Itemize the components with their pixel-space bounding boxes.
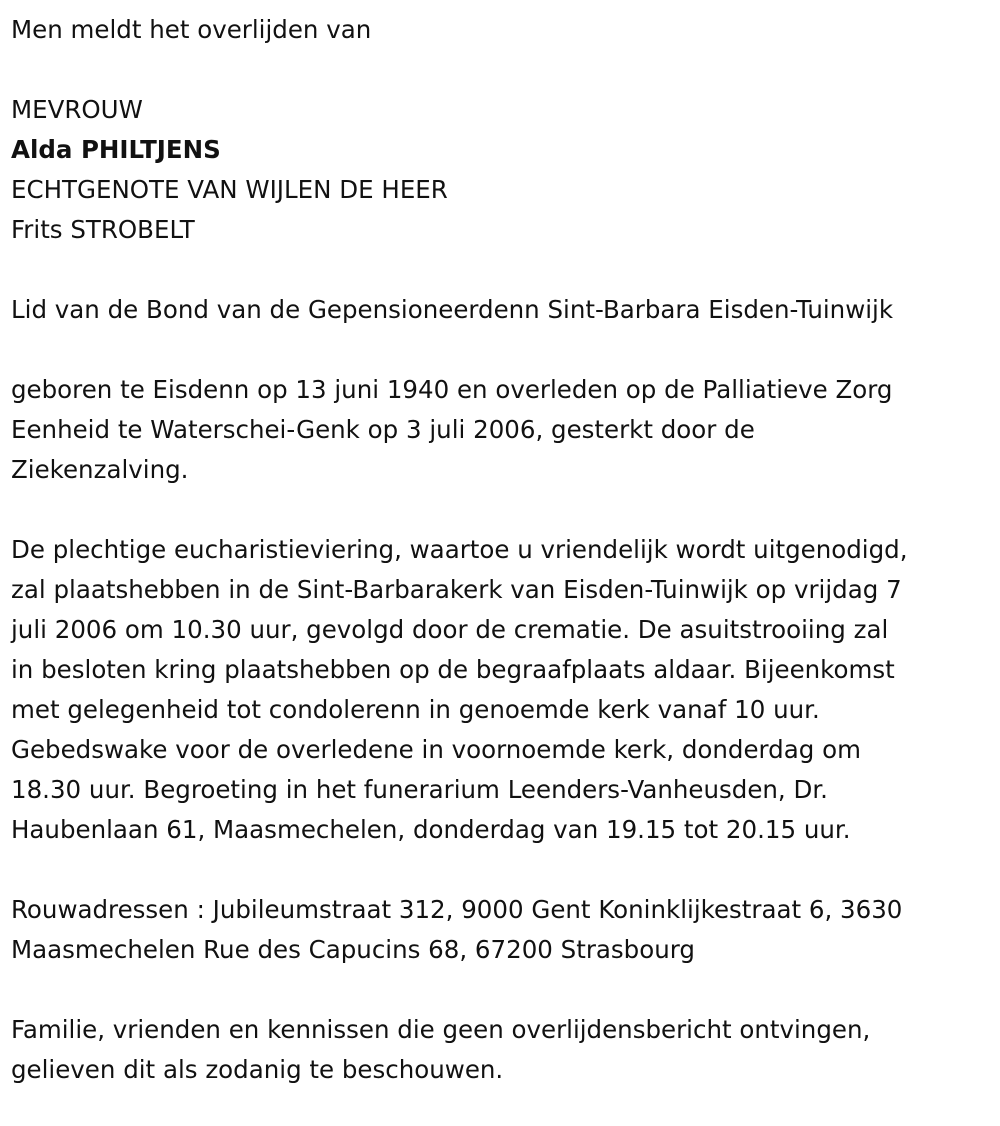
ceremony-line: zal plaatshebben in de Sint-Barbarakerk van Eisden-Tuinwijk op vrijdag 7 <box>11 575 902 604</box>
ceremony-line: met gelegenheid tot condolerenn in genoemde kerk vanaf 10 uur. <box>11 695 820 724</box>
birth-death-line: geboren te Eisdenn op 13 juni 1940 en overleden op de Palliatieve Zorg <box>11 375 893 404</box>
ceremony-line: De plechtige eucharistieviering, waartoe u vriendelijk wordt uitgenodigd, <box>11 535 908 564</box>
birth-death-paragraph <box>11 370 992 490</box>
closing-line: Familie, vrienden en kennissen die geen overlijdensbericht ontvingen, <box>11 1015 871 1044</box>
closing-line: gelieven dit als zodanig te beschouwen. <box>11 1055 504 1084</box>
membership-text: Lid van de Bond van de Gepensioneerdenn Sint-Barbara Eisden-Tuinwijk <box>11 295 894 324</box>
ceremony-line: 18.30 uur. Begroeting in het funerarium Leenders-Vanheusden, Dr. <box>11 775 828 804</box>
ceremony-line: Gebedswake voor de overledene in voornoemde kerk, donderdag om <box>11 735 861 764</box>
intro-text: Men meldt het overlijden van <box>11 15 372 44</box>
closing-paragraph <box>11 1010 992 1090</box>
addresses-paragraph <box>11 890 992 970</box>
birth-death-line: Ziekenzalving. <box>11 455 189 484</box>
ceremony-paragraph <box>11 530 992 850</box>
address-line: Maasmechelen Rue des Capucins 68, 67200 Strasbourg <box>11 935 695 964</box>
ceremony-line: Haubenlaan 61, Maasmechelen, donderdag van 19.15 tot 20.15 uur. <box>11 815 851 844</box>
spouse-prefix: ECHTGENOTE VAN WIJLEN DE HEER <box>11 175 448 204</box>
ceremony-line: juli 2006 om 10.30 uur, gevolgd door de crematie. De asuitstrooiing zal <box>11 615 889 644</box>
spouse-name: Frits STROBELT <box>11 215 195 244</box>
address-line: Rouwadressen : Jubileumstraat 312, 9000 Gent Koninklijkestraat 6, 3630 <box>11 895 903 924</box>
ceremony-line: in besloten kring plaatshebben op de begraafplaats aldaar. Bijeenkomst <box>11 655 895 684</box>
deceased-name: Alda PHILTJENS <box>11 135 221 164</box>
salutation: MEVROUW <box>11 95 143 124</box>
birth-death-line: Eenheid te Waterschei-Genk op 3 juli 2006, gesterkt door de <box>11 415 755 444</box>
